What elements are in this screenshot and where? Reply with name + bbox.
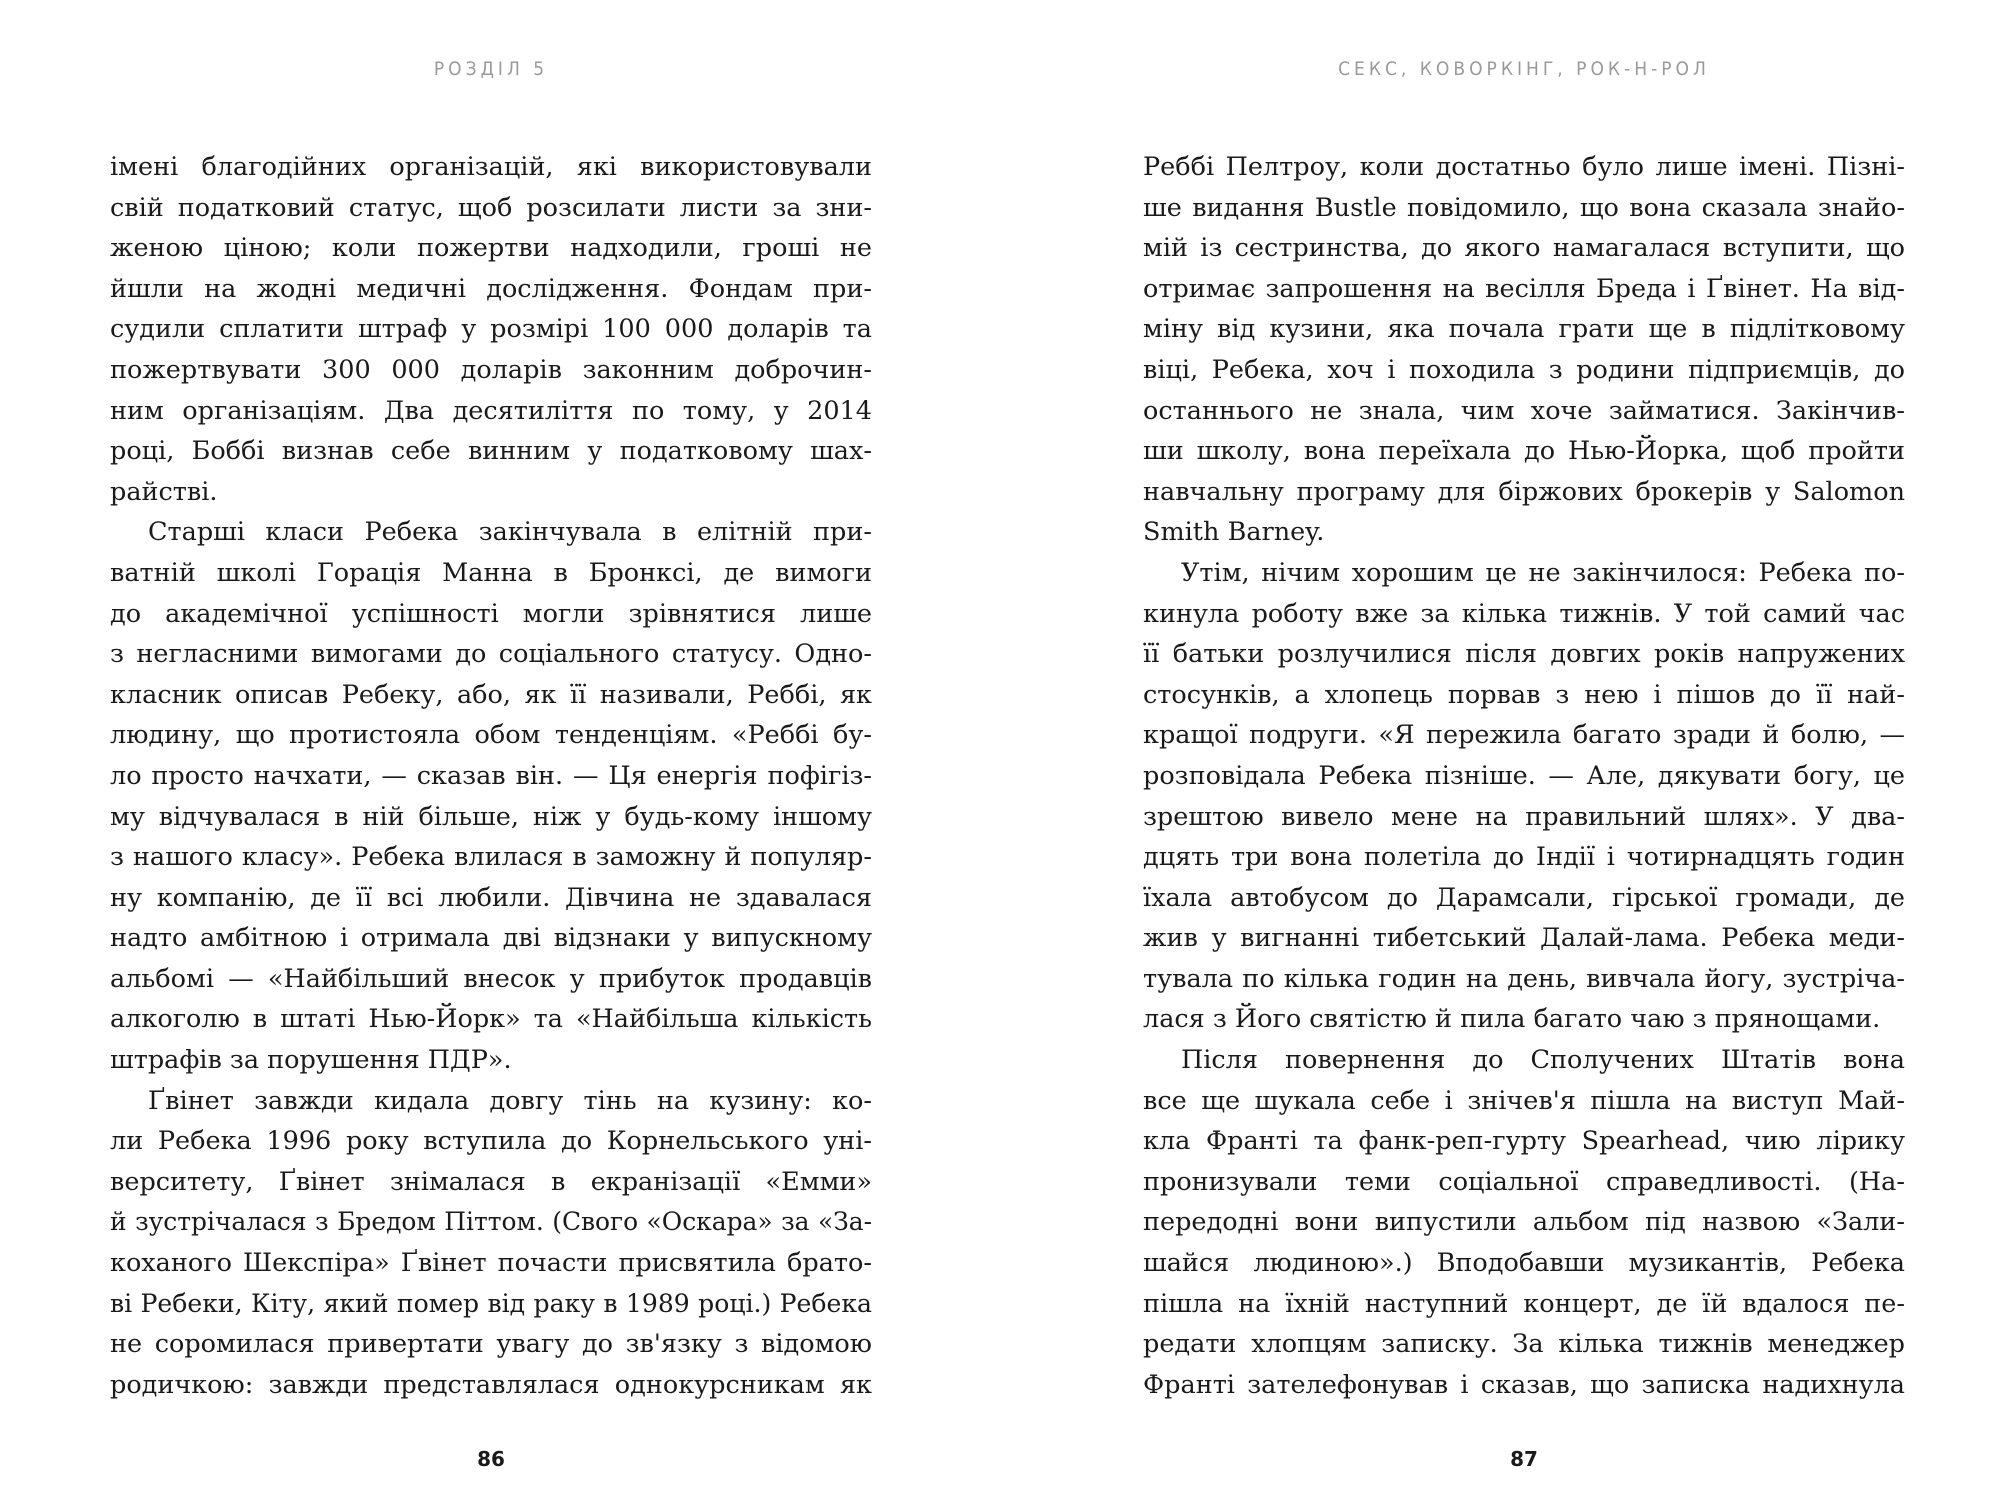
text-line: родичкою: завжди представлялася однокурсникам як	[110, 1369, 872, 1400]
text-line: Після повернення до Сполучених Штатів вона	[1181, 1045, 1905, 1076]
left-page-body	[110, 147, 872, 1405]
text-line: стосунків, а хлопець порвав з нею і пішов до її най-	[1143, 679, 1905, 710]
text-line: Smith Barney.	[1143, 517, 1325, 548]
text-line: ним організаціям. Два десятиліття по тому, у 2014	[110, 395, 872, 426]
text-line: розповідала Ребека пізніше. — Але, дякувати богу, це	[1143, 760, 1905, 791]
running-head-right: СЕКС, КОВОРКІНГ, РОК-Н-РОЛ	[1338, 58, 1710, 80]
text-line: пронизували теми соціальної справедливості. (На-	[1143, 1166, 1905, 1197]
text-line: й зустрічалася з Бредом Піттом. (Свого «Оскара» за «За-	[110, 1207, 872, 1237]
text-line: з нашого класу». Ребека влилася в заможну й популяр-	[110, 842, 872, 873]
text-line: передодні вони випустили альбом під назвою «Зали-	[1143, 1207, 1905, 1238]
text-line: свій податковий статус, щоб розсилати листи за зни-	[110, 192, 872, 223]
text-line: кла Франті та фанк-реп-гурту Spearhead, чию лірику	[1143, 1126, 1905, 1157]
left-page	[110, 0, 872, 1500]
text-line: алкоголю в штаті Нью-Йорк» та «Найбільша кількість	[110, 1004, 872, 1035]
text-line: людину, що протистояла обом тенденціям. «Реббі бу-	[110, 720, 872, 751]
text-line: їхала автобусом до Дарамсали, гірської громади, де	[1143, 882, 1905, 913]
page-number-right: 87	[1510, 1447, 1538, 1471]
running-head-left: РОЗДІЛ 5	[433, 58, 549, 80]
text-line: з негласними вимогами до соціального статусу. Одно-	[110, 639, 872, 670]
text-line: році, Боббі визнав себе винним у податковому шах-	[110, 436, 872, 467]
text-line: міну від кузини, яка почала грати ще в підлітковому	[1143, 314, 1905, 345]
text-line: ше видання Bustle повідомило, що вона сказала знайо-	[1143, 192, 1905, 223]
text-line: надто амбітною і отримала дві відзнаки у випускному	[110, 923, 872, 954]
text-line: зрештою вивело мене на правильний шлях». У два-	[1143, 801, 1905, 832]
text-line: віці, Ребека, хоч і походила з родини підприємців, до	[1143, 354, 1905, 385]
text-line: йшли на жодні медичні дослідження. Фондам при-	[110, 273, 872, 304]
text-line: ві Ребеки, Кіту, який помер від раку в 1989 році.) Ребека	[110, 1288, 872, 1318]
text-line: жив у вигнанні тибетський Далай-лама. Ребека меди-	[1143, 923, 1905, 954]
text-line: редати хлопцям записку. За кілька тижнів менеджер	[1143, 1329, 1905, 1360]
text-line: коханого Шекспіра» Ґвінет почасти присвятила брато-	[110, 1248, 872, 1279]
text-line: кращої подруги. «Я пережила багато зради й болю, —	[1143, 720, 1905, 751]
text-line: женою ціною; коли пожертви надходили, гроші не	[110, 233, 872, 264]
text-line: все ще шукала себе і знічев'я пішла на виступ Май-	[1143, 1085, 1905, 1116]
text-line: її батьки розлучилися після довгих років напружених	[1143, 639, 1905, 670]
text-line: ло просто начхати, — сказав він. — Ця енергія пофігіз-	[110, 760, 872, 791]
right-page-body	[1143, 147, 1905, 1405]
text-line: останнього не знала, чим хоче займатися. Закінчив-	[1143, 395, 1905, 426]
text-line: Франті зателефонував і сказав, що записка надихнула	[1143, 1369, 1905, 1400]
text-line: верситету, Ґвінет знімалася в екранізації «Емми»	[110, 1166, 872, 1197]
text-line: пожертвувати 300 000 доларів законним доброчин-	[110, 354, 872, 385]
text-line: Ґвінет завжди кидала довгу тінь на кузину: ко-	[148, 1085, 872, 1116]
text-line: імені благодійних організацій, які використовували	[110, 152, 872, 182]
text-line: Старші класи Ребека закінчувала в елітній при-	[148, 517, 872, 548]
text-line: отримає запрошення на весілля Бреда і Ґвінет. На від-	[1143, 273, 1905, 304]
page-number-left: 86	[477, 1447, 505, 1471]
text-line: не соромилася привертати увагу до зв'язку з відомою	[110, 1329, 872, 1360]
text-line: класник описав Ребеку, або, як її називали, Реббі, як	[110, 679, 872, 710]
text-line: ватній школі Горація Манна в Бронксі, де вимоги	[110, 557, 872, 588]
text-line: до академічної успішності могли зрівнятися лише	[110, 598, 872, 629]
right-page	[1143, 0, 1905, 1500]
text-line: навчальну програму для біржових брокерів у Salomon	[1143, 476, 1905, 507]
text-line: Утім, нічим хорошим це не закінчилося: Ребека по-	[1181, 557, 1905, 588]
text-line: шайся людиною».) Вподобавши музикантів, Ребека	[1143, 1248, 1905, 1279]
text-line: дцять три вона полетіла до Індії і чотирнадцять годин	[1143, 842, 1905, 873]
text-line: лася з Його святістю й пила багато чаю з прянощами.	[1143, 1004, 1881, 1035]
text-line: мій із сестринства, до якого намагалася вступити, що	[1143, 233, 1905, 264]
text-line: кинула роботу вже за кілька тижнів. У той самий час	[1143, 598, 1905, 629]
text-line: ну компанію, де її всі любили. Дівчина не здавалася	[110, 882, 872, 913]
text-line: ши школу, вона переїхала до Нью-Йорка, щоб пройти	[1143, 436, 1905, 467]
text-line: райстві.	[110, 476, 218, 507]
text-line: альбомі — «Найбільший внесок у прибуток продавців	[110, 963, 872, 994]
text-line: ли Ребека 1996 року вступила до Корнельського уні-	[110, 1126, 872, 1157]
text-line: штрафів за порушення ПДР».	[110, 1045, 512, 1076]
text-line: пішла на їхній наступний концерт, де їй вдалося пе-	[1143, 1288, 1905, 1319]
text-line: Реббі Пелтроу, коли достатньо було лише імені. Пізні-	[1143, 152, 1905, 182]
text-line: судили сплатити штраф у розмірі 100 000 доларів та	[110, 314, 872, 345]
text-line: му відчувалася в ній більше, ніж у будь-кому іншому	[110, 801, 872, 832]
text-line: тувала по кілька годин на день, вивчала йогу, зустріча-	[1143, 963, 1905, 994]
